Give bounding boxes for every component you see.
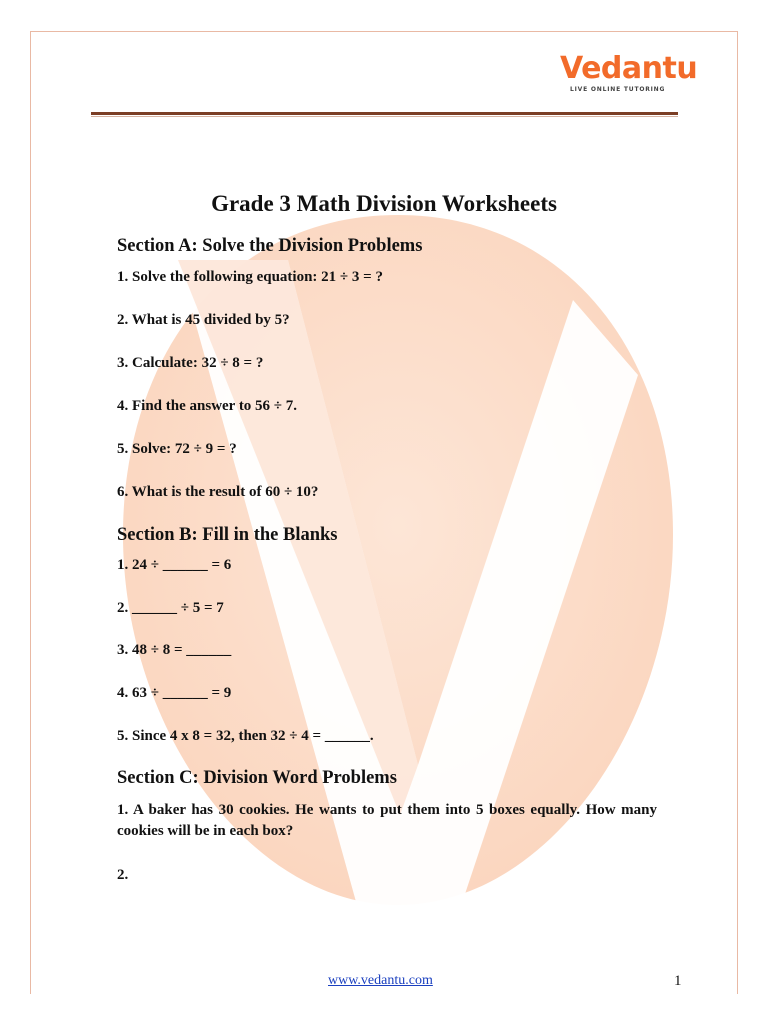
- section-b-question-5: 5. Since 4 x 8 = 32, then 32 ÷ 4 = ______.: [117, 728, 374, 744]
- page-number: 1: [674, 973, 682, 989]
- section-b-question-1: 1. 24 ÷ ______ = 6: [117, 557, 232, 573]
- section-b-question-3: 3. 48 ÷ 8 = ______: [117, 642, 232, 658]
- logo-tagline: LIVE ONLINE TUTORING: [570, 86, 666, 93]
- footer-website-link[interactable]: www.vedantu.com: [328, 973, 433, 988]
- section-c-question-2: 2.: [117, 867, 129, 883]
- section-c-question-1: 1. A baker has 30 cookies. He wants to put them into 5 boxes equally. How many cookies will be in each box?: [117, 802, 657, 839]
- section-c-heading: Section C: Division Word Problems: [117, 768, 397, 788]
- section-a-heading: Section A: Solve the Division Problems: [117, 236, 423, 256]
- vedantu-logo: [560, 52, 697, 93]
- logo-wordmark: Vedantu: [560, 51, 698, 86]
- section-b-question-2: 2. ______ ÷ 5 = 7: [117, 600, 224, 616]
- section-b-heading: Section B: Fill in the Blanks: [117, 525, 338, 545]
- section-a-question-1: 1. Solve the following equation: 21 ÷ 3 = ?: [117, 269, 383, 285]
- header-rule: [91, 112, 678, 115]
- section-a-question-6: 6. What is the result of 60 ÷ 10?: [117, 484, 319, 500]
- header-rule-thin: [91, 116, 678, 117]
- page-title: Grade 3 Math Division Worksheets: [211, 191, 557, 216]
- section-a-question-2: 2. What is 45 divided by 5?: [117, 312, 290, 328]
- section-a-question-4: 4. Find the answer to 56 ÷ 7.: [117, 398, 298, 414]
- section-a-question-3: 3. Calculate: 32 ÷ 8 = ?: [117, 355, 264, 371]
- section-b-question-4: 4. 63 ÷ ______ = 9: [117, 685, 232, 701]
- section-a-question-5: 5. Solve: 72 ÷ 9 = ?: [117, 441, 237, 457]
